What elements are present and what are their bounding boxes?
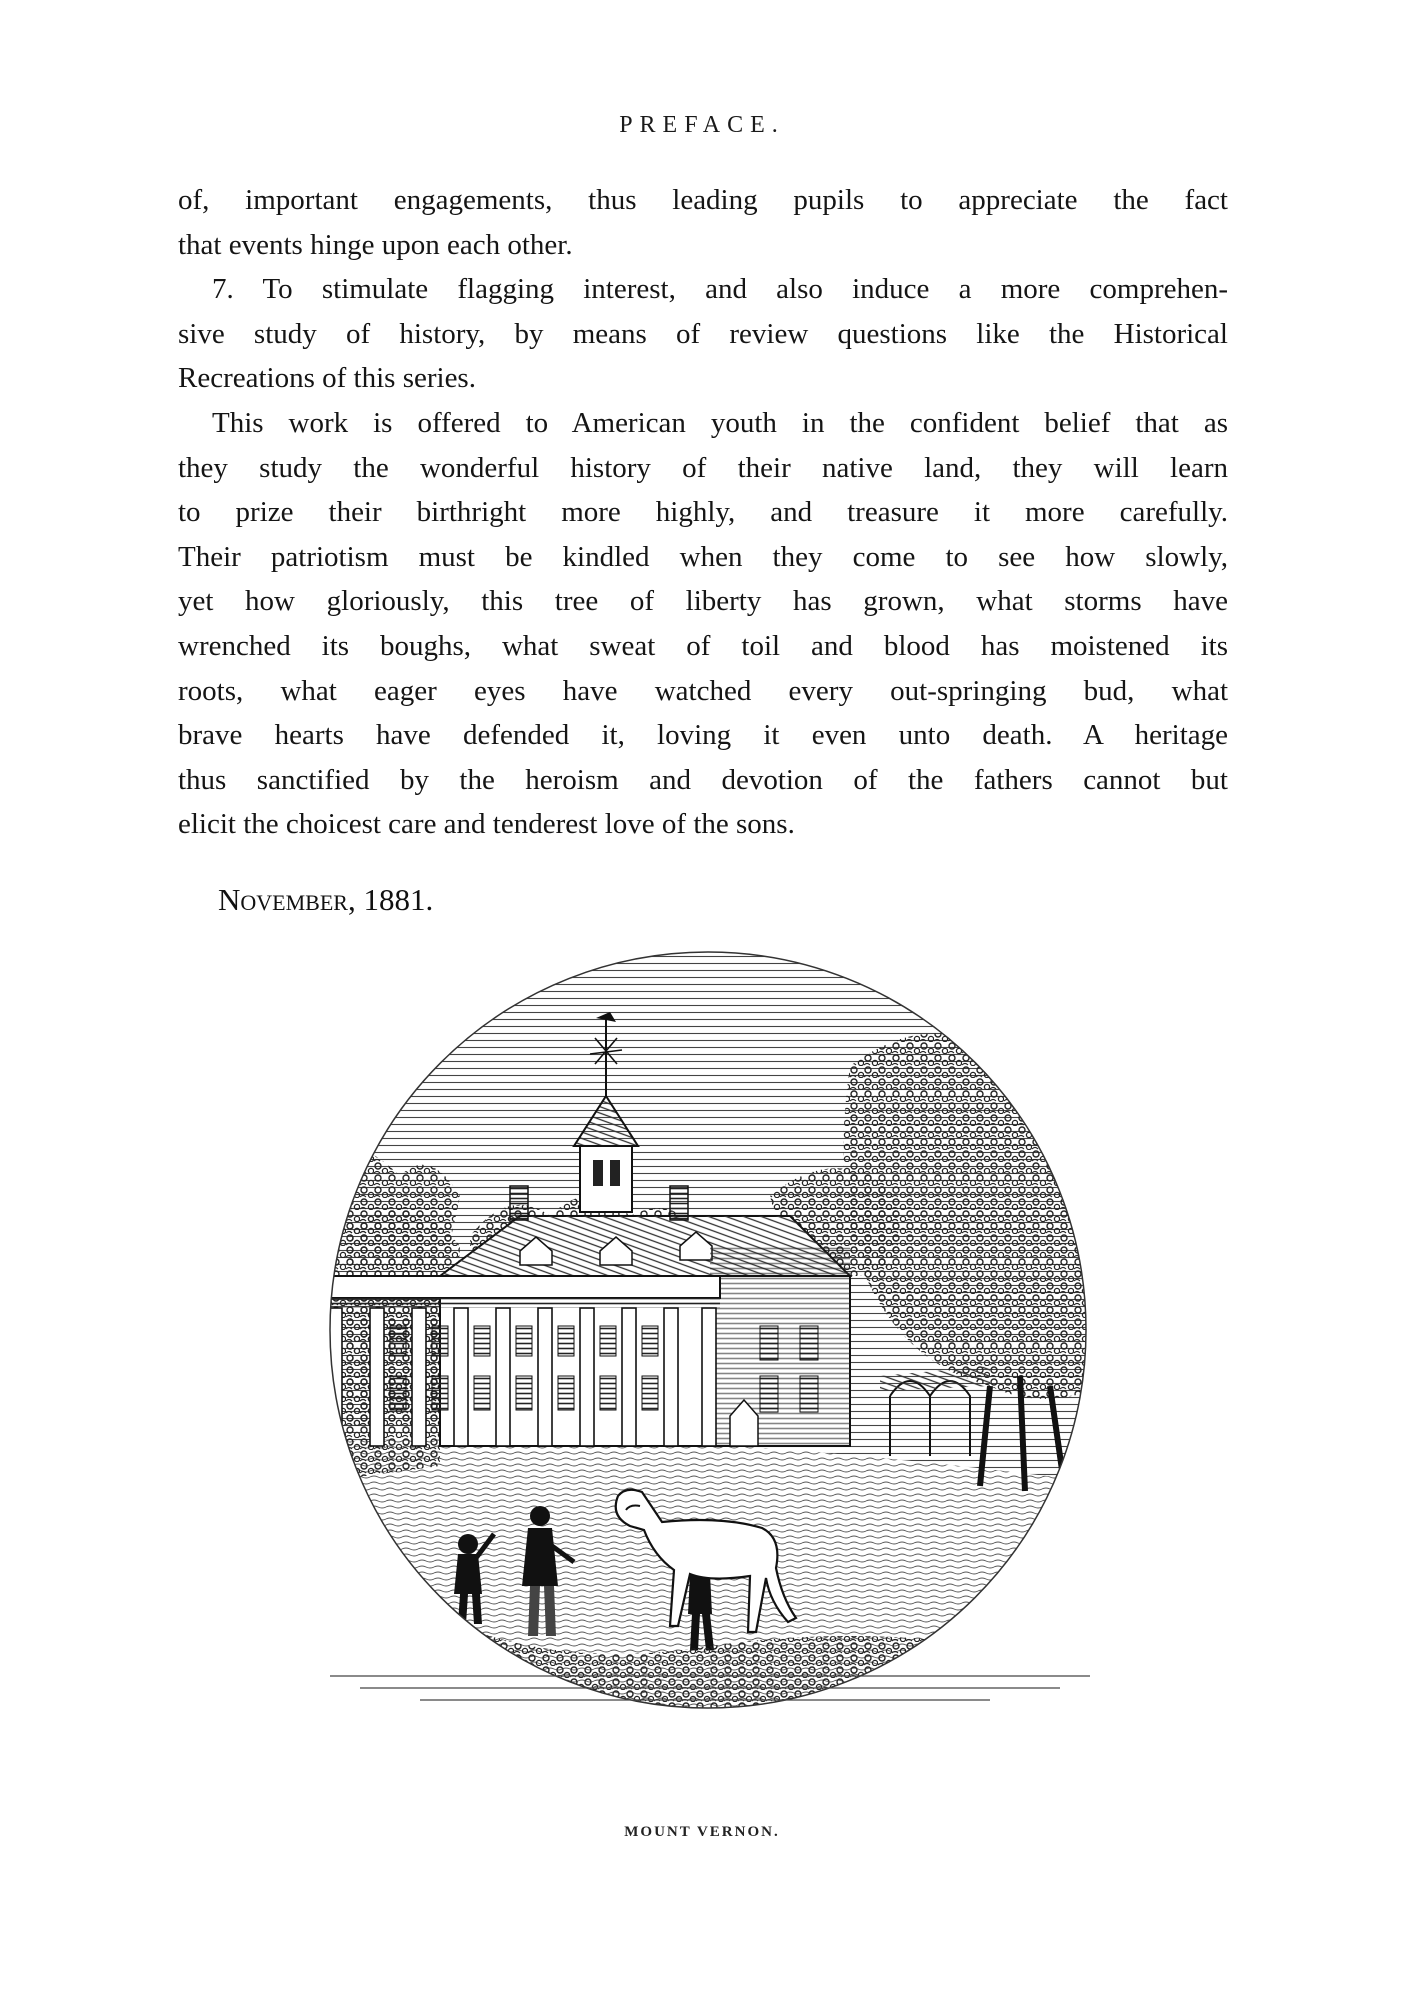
date-line: November, 1881. xyxy=(218,882,434,917)
date-year: 1881. xyxy=(363,882,434,917)
paragraph-item-seven xyxy=(178,267,1228,401)
date-month: November xyxy=(218,882,348,917)
preface-body xyxy=(178,178,1228,847)
text-line: that events hinge upon each other. xyxy=(178,228,573,261)
illustration-caption: MOUNT VERNON. xyxy=(624,1824,780,1840)
running-head: PREFACE. xyxy=(619,112,785,138)
text-line: thus sanctified by the heroism and devotion of the fathers cannot but xyxy=(178,763,1228,796)
text-line: yet how gloriously, this tree of liberty has grown, what storms have xyxy=(178,585,1228,618)
text-line: brave hearts have defended it, loving it even unto death. A heritage xyxy=(178,719,1228,752)
text-line: Their patriotism must be kindled when they come to see how slowly, xyxy=(178,540,1228,573)
paragraph-closing xyxy=(178,401,1228,847)
text-line: Recreations of this series. xyxy=(178,362,476,395)
text-line: 7. To stimulate flagging interest, and also induce a more comprehen- xyxy=(212,273,1228,306)
text-line: roots, what eager eyes have watched every out-springing bud, what xyxy=(178,674,1228,707)
paragraph-continuation xyxy=(178,178,1228,267)
text-line: they study the wonderful history of their native land, they will learn xyxy=(178,451,1228,484)
text-line: sive study of history, by means of review questions like the Historical xyxy=(178,317,1228,350)
text-line: of, important engagements, thus leading pupils to appreciate the fact xyxy=(178,184,1228,216)
mount-vernon-engraving xyxy=(290,946,1126,1716)
text-line: to prize their birthright more highly, and treasure it more carefully. xyxy=(178,496,1228,529)
text-line: elicit the choicest care and tenderest love of the sons. xyxy=(178,808,795,841)
text-line: wrenched its boughs, what sweat of toil and blood has moistened its xyxy=(178,629,1228,662)
text-line: This work is offered to American youth in the confident belief that as xyxy=(212,406,1228,439)
